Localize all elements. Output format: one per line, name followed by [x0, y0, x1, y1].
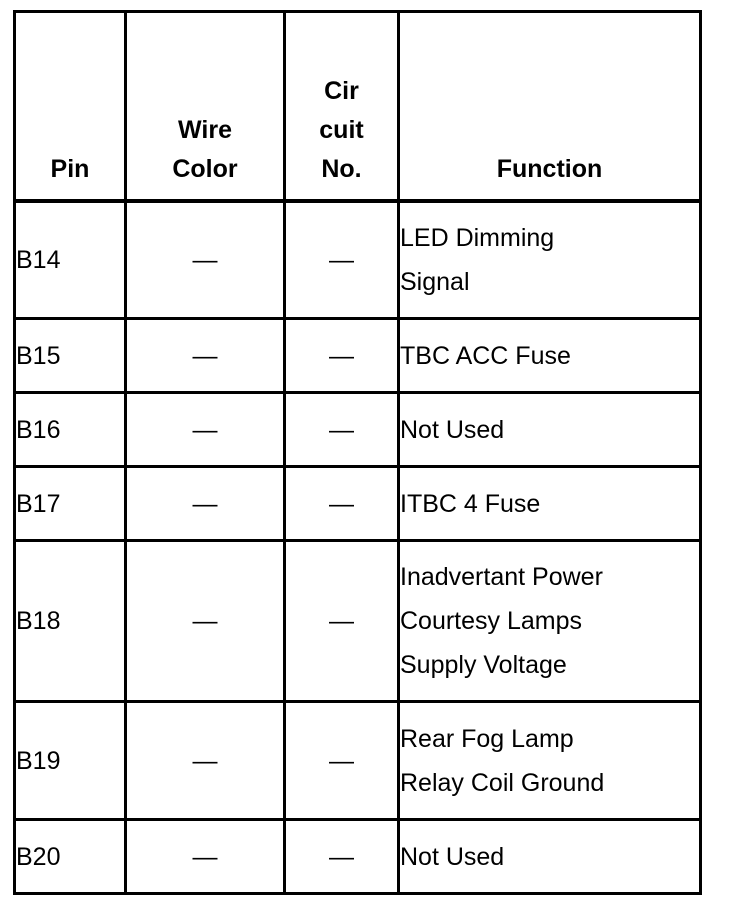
- header-row: [15, 12, 701, 202]
- function-line: Not Used: [400, 842, 505, 871]
- table-row: [15, 393, 701, 467]
- circuit-no-cell: —: [285, 467, 399, 541]
- circuit-no-cell: —: [285, 702, 399, 820]
- wire-color-cell: —: [126, 319, 285, 393]
- circuit-no-cell: —: [285, 820, 399, 894]
- function-cell: [399, 820, 701, 894]
- circuit-no-cell: —: [285, 201, 399, 319]
- header-function-line: Function: [496, 155, 603, 183]
- header-circuit-no-line: No.: [321, 155, 362, 183]
- table-row: [15, 201, 701, 319]
- pin-cell: B16: [15, 393, 126, 467]
- table-row: [15, 467, 701, 541]
- header-function: [399, 12, 701, 202]
- table-row: [15, 319, 701, 393]
- function-cell: [399, 319, 701, 393]
- header-circuit-no-line: cuit: [319, 116, 364, 144]
- pin-cell: B20: [15, 820, 126, 894]
- function-line: Signal: [400, 268, 470, 296]
- wire-color-cell: —: [126, 702, 285, 820]
- function-line: Supply Voltage: [400, 651, 567, 679]
- table-row: [15, 702, 701, 820]
- function-line: Rear Fog Lamp: [400, 724, 574, 753]
- function-line: Relay Coil Ground: [400, 768, 605, 797]
- header-pin: [15, 12, 126, 202]
- function-line: TBC ACC Fuse: [400, 341, 571, 370]
- circuit-no-cell: —: [285, 319, 399, 393]
- function-cell: [399, 201, 701, 319]
- circuit-no-cell: —: [285, 393, 399, 467]
- pin-cell: B15: [15, 319, 126, 393]
- wire-color-cell: —: [126, 541, 285, 702]
- function-line: ITBC 4 Fuse: [400, 489, 541, 518]
- table-row: [15, 820, 701, 894]
- pin-cell: B19: [15, 702, 126, 820]
- wire-color-cell: —: [126, 820, 285, 894]
- connector-pinout-table: [13, 10, 702, 895]
- wire-color-cell: —: [126, 467, 285, 541]
- table-row: [15, 541, 701, 702]
- function-cell: [399, 702, 701, 820]
- header-circuit-no: [285, 12, 399, 202]
- circuit-no-cell: —: [285, 541, 399, 702]
- function-cell: [399, 541, 701, 702]
- function-line: Courtesy Lamps: [400, 607, 583, 635]
- header-wire-color: [126, 12, 285, 202]
- pin-cell: B17: [15, 467, 126, 541]
- header-pin-line: Pin: [50, 155, 90, 183]
- function-cell: [399, 393, 701, 467]
- wire-color-cell: —: [126, 201, 285, 319]
- function-line: Not Used: [400, 415, 505, 444]
- wire-color-cell: —: [126, 393, 285, 467]
- function-cell: [399, 467, 701, 541]
- header-wire-color-line: Wire: [178, 116, 232, 144]
- header-wire-color-line: Color: [172, 155, 238, 183]
- function-line: Inadvertant Power: [400, 563, 603, 591]
- pin-cell: B14: [15, 201, 126, 319]
- function-line: LED Dimming: [400, 224, 555, 252]
- header-circuit-no-line: Cir: [324, 77, 359, 105]
- pin-cell: B18: [15, 541, 126, 702]
